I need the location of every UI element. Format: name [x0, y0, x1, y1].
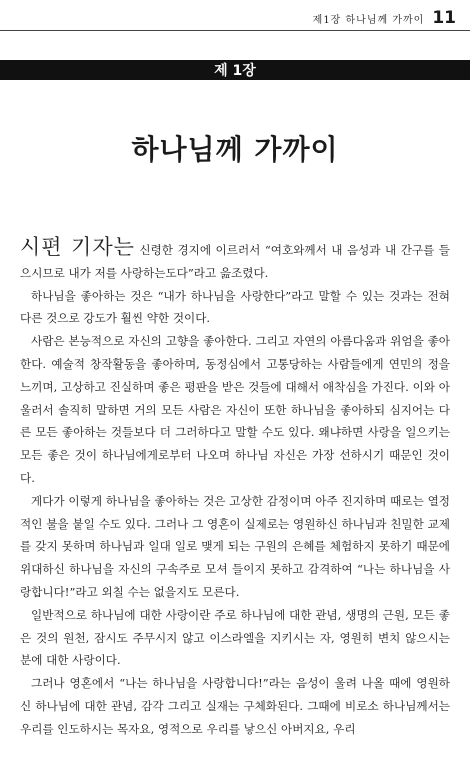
lead-in: 시편 기자는 — [20, 235, 135, 259]
paragraph: 게다가 이렇게 하나님을 좋아하는 것은 고상한 감정이며 아주 진지하며 때로는 열정적인 불을 붙일 수도 있다. 그러나 그 영혼이 실제로는 영원하신 하나님과 친밀한 교제를 갖지 못하며 하나님과 일대 일로 맺게 되는 구원의 은혜를 체험하지 못하기 때문에 위대하신 하나님을 자신의 구속주로 모셔 들이지 못하고 감격하여 “나는 하나님을 사랑합니다!”라고 외칠 수는 없을지도 모른다. — [20, 493, 450, 599]
page-number: 11 — [432, 8, 456, 28]
paragraph: 그러나 영혼에서 “나는 하나님을 사랑합니다!”라는 음성이 울려 나올 때에 영원하신 하나님에 대한 관념, 감각 그리고 실재는 구체화된다. 그때에 비로소 하나님께서는 우리를 인도하시는 목자요, 영적으로 우리를 낳으신 아버지요, 우리 — [20, 676, 450, 736]
paragraph — [20, 236, 450, 285]
body-text — [20, 236, 450, 741]
running-title: 제1장 하나님께 가까이 — [312, 15, 425, 26]
chapter-band — [0, 60, 470, 80]
paragraph: 하나님을 좋아하는 것은 “내가 하나님을 사랑한다”라고 말할 수 있는 것과는 전혀 다른 것으로 강도가 훨씬 약한 것이다. — [20, 288, 450, 326]
running-head — [313, 8, 456, 28]
paragraph: 사람은 본능적으로 자신의 고향을 좋아한다. 그리고 자연의 아름다움과 위엄을 좋아한다. 예술적 창작활동을 좋아하며, 동정심에서 고통당하는 사람들에게 연민의 정을 느끼며, 고상하고 진실하며 좋은 평판을 받은 것들에 대해서 애착심을 가진다. 이와 아울러서 솔직히 말하면 거의 모든 사람은 자신이 또한 하나님을 좋아하되 심지어는 다른 모든 좋아하는 것들보다 더 그러하다고 말할 수도 있다. 왜냐하면 사랑을 일으키는 모든 좋은 것이 하나님에게로부터 나오며 하나님 자신은 가장 선하시기 때문인 것이다. — [20, 334, 451, 485]
paragraph: 일반적으로 하나님에 대한 사랑이란 주로 하나님에 대한 관념, 생명의 근원, 모든 좋은 것의 원천, 잠시도 주무시지 않고 이스라엘을 지키시는 자, 영원히 변치 않으시는 분에 대한 사랑이다. — [20, 607, 450, 668]
header-rule — [0, 30, 470, 31]
chapter-label: 제 1장 — [214, 63, 256, 79]
paragraph-text: 신령한 경지에 이르러서 “여호와께서 내 음성과 내 간구를 들으시므로 내가 저를 사랑하는도다”라고 읊조렸다. — [20, 243, 450, 280]
chapter-title: 하나님께 가까이 — [131, 133, 339, 166]
